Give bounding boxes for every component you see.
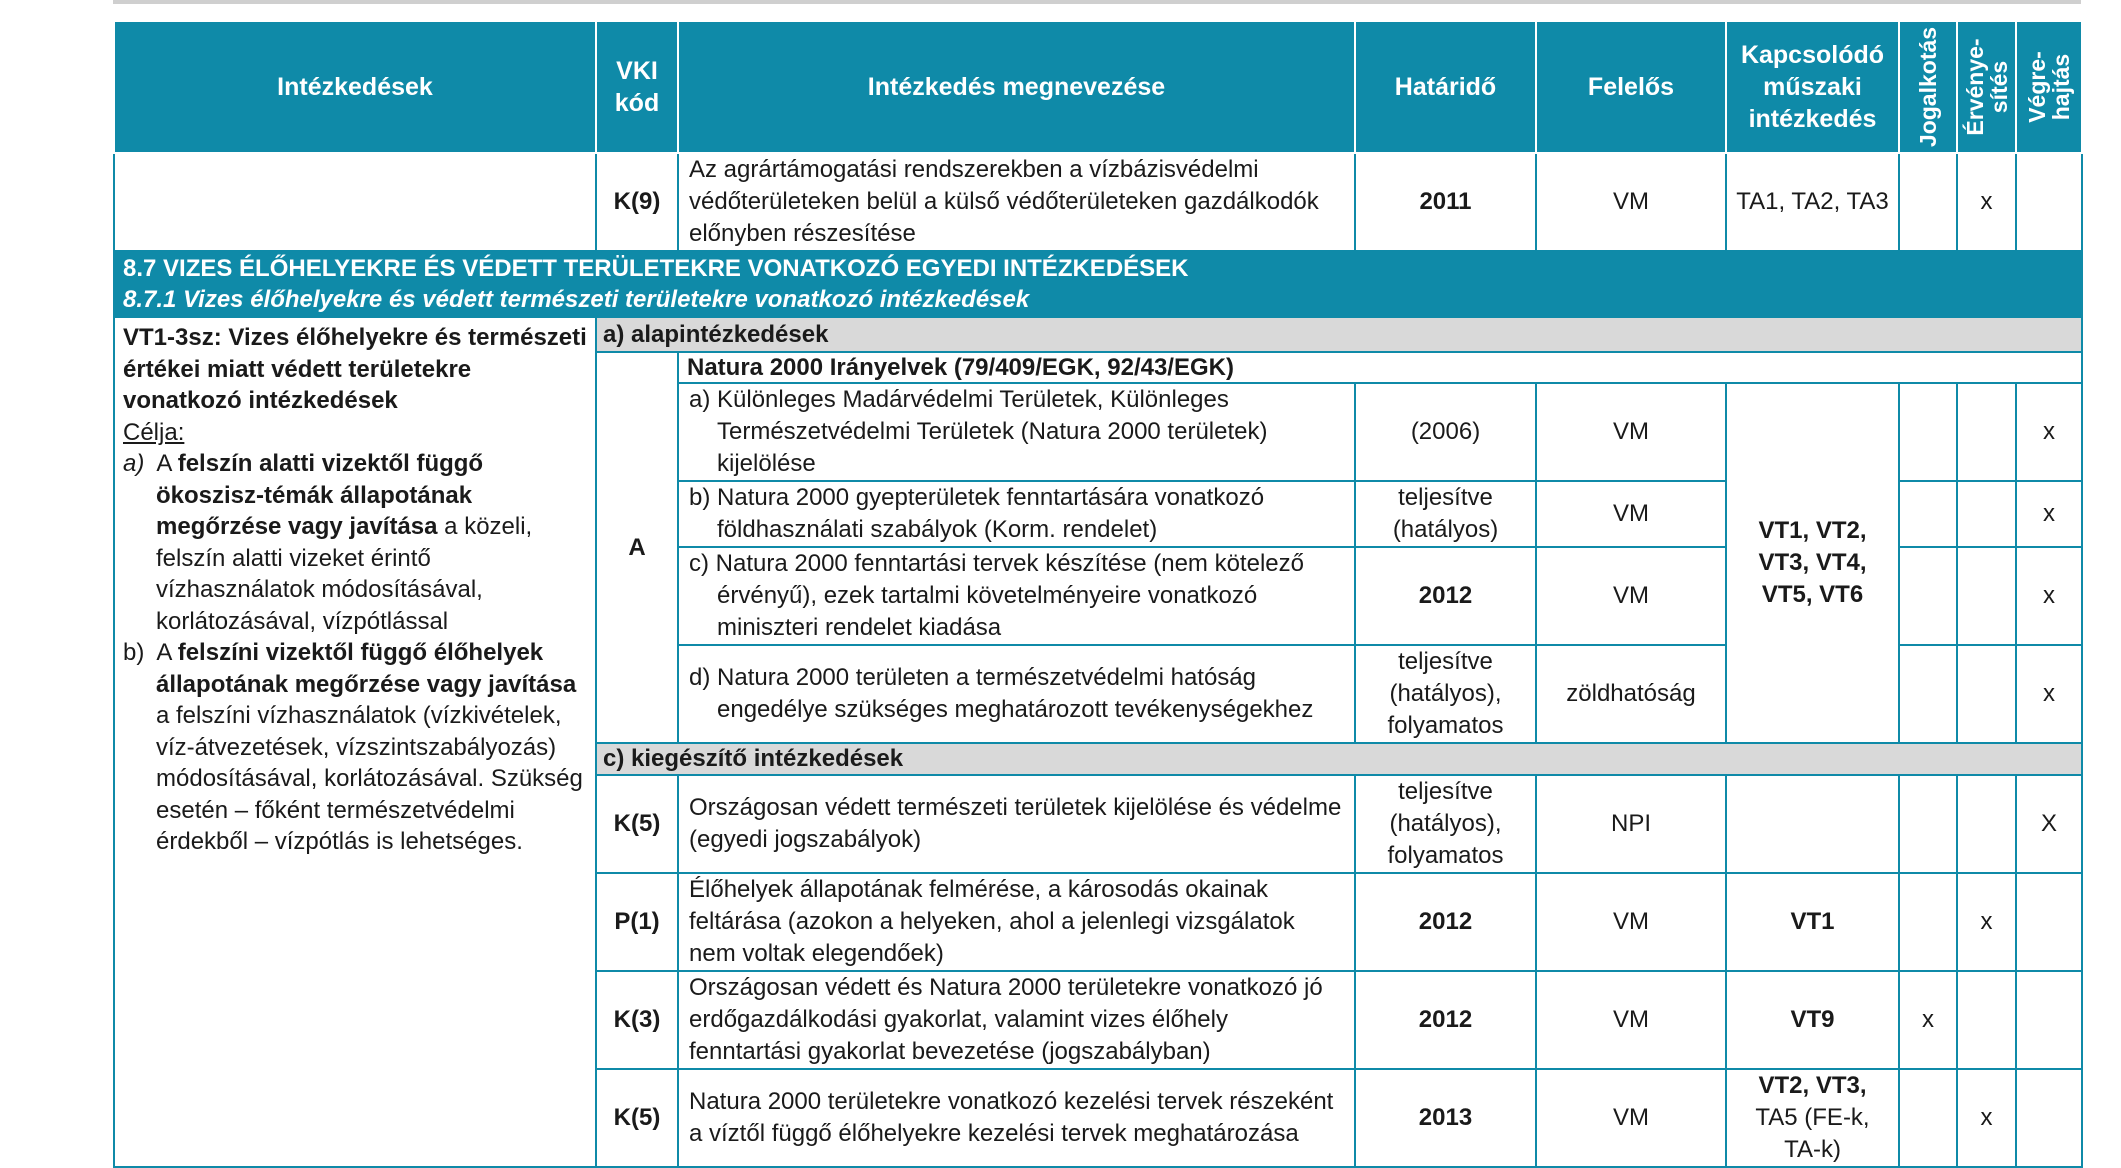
responsible: VM	[1536, 383, 1726, 481]
vki-code: K(5)	[596, 1069, 678, 1167]
vki-code: K(3)	[596, 971, 678, 1069]
enforcement-mark	[1957, 547, 2016, 645]
measure-summary	[114, 317, 596, 1167]
deadline: 2011	[1355, 153, 1536, 251]
empty-measure-cell	[114, 153, 596, 251]
header-responsible: Felelős	[1536, 21, 1726, 153]
execution-mark: x	[2016, 547, 2082, 645]
responsible: VM	[1536, 971, 1726, 1069]
deadline: teljesítve (hatályos), folyamatos	[1355, 775, 1536, 873]
measures-table	[113, 20, 2083, 1168]
section-header	[114, 251, 2082, 317]
related-technical: TA1, TA2, TA3	[1726, 153, 1899, 251]
execution-mark: X	[2016, 775, 2082, 873]
legislation-mark	[1899, 481, 1957, 547]
measure-name: Országosan védett és Natura 2000 területekre vonatkozó jó erdőgazdálkodási gyakorlat, valamint vizes élőhely fenntartási gyakorlat bevezetése (jogszabályban)	[678, 971, 1355, 1069]
legislation-mark	[1899, 547, 1957, 645]
enforcement-mark	[1957, 481, 2016, 547]
measure-name: Országosan védett természeti területek kijelölése és védelme (egyedi jogszabályok)	[678, 775, 1355, 873]
goal-label: Célja:	[123, 418, 185, 446]
group-a-label: a) alapintézkedések	[596, 317, 2082, 352]
deadline: 2012	[1355, 971, 1536, 1069]
execution-mark	[2016, 153, 2082, 251]
header-execution	[2016, 21, 2082, 153]
measure-name: Az agrártámogatási rendszerekben a vízbázisvédelmi védőterületeken belül a külső védőterületeken gazdálkodók előnyben részesítése	[678, 153, 1355, 251]
header-legislation-text: Jogalkotás	[1915, 26, 1941, 148]
related-technical: VT1	[1726, 873, 1899, 971]
header-enforcement	[1957, 21, 2016, 153]
execution-mark	[2016, 873, 2082, 971]
execution-mark	[2016, 1069, 2082, 1167]
execution-mark: x	[2016, 383, 2082, 481]
vki-code: K(5)	[596, 775, 678, 873]
enforcement-mark	[1957, 971, 2016, 1069]
legislation-mark	[1899, 153, 1957, 251]
execution-mark: x	[2016, 481, 2082, 547]
measures-table-document	[113, 20, 2081, 1163]
table-row	[114, 153, 2082, 251]
vki-code: K(9)	[596, 153, 678, 251]
responsible: VM	[1536, 547, 1726, 645]
vki-code: P(1)	[596, 873, 678, 971]
header-vki-code: VKI kód	[596, 21, 678, 153]
measure-name: b) Natura 2000 gyepterületek fenntartására vonatkozó földhasználati szabályok (Korm. rendelet)	[678, 481, 1355, 547]
deadline: (2006)	[1355, 383, 1536, 481]
enforcement-mark: x	[1957, 1069, 2016, 1167]
enforcement-mark	[1957, 645, 2016, 743]
measure-name: Élőhelyek állapotának felmérése, a károsodás okainak feltárása (azokon a helyeken, ahol a jelenlegi vizsgálatok nem voltak elegendőek)	[678, 873, 1355, 971]
deadline: 2012	[1355, 547, 1536, 645]
goal-a: a) A felszín alatti vizektől függő ökoszisz-témák állapotának megőrzése vagy javítása a közeli, felszín alatti vizeket érintő vízhasználatok módosításával, korlátozásával, vízpótlással	[123, 450, 533, 635]
legislation-mark	[1899, 383, 1957, 481]
enforcement-mark: x	[1957, 873, 2016, 971]
group-a-label-row	[114, 317, 2082, 352]
directive-title: Natura 2000 Irányelvek (79/409/EGK, 92/43/EGK)	[678, 352, 2082, 383]
enforcement-mark: x	[1957, 153, 2016, 251]
deadline: 2013	[1355, 1069, 1536, 1167]
deadline: 2012	[1355, 873, 1536, 971]
header-measures: Intézkedések	[114, 21, 596, 153]
legislation-mark: x	[1899, 971, 1957, 1069]
group-c-label: c) kiegészítő intézkedések	[596, 743, 2082, 775]
related-technical: VT2, VT3, TA5 (FE-k, TA-k)	[1726, 1069, 1899, 1167]
section-header-row	[114, 251, 2082, 317]
measure-name: Natura 2000 területekre vonatkozó kezelési tervek részeként a víztől függő élőhelyekre kezelési tervek meghatározása	[678, 1069, 1355, 1167]
responsible: VM	[1536, 1069, 1726, 1167]
deadline: teljesítve (hatályos)	[1355, 481, 1536, 547]
goal-b: b) A felszíni vizektől függő élőhelyek állapotának megőrzése vagy javítása a felszíni vízhasználatok (vízkivételek, víz-átvezetések, vízszintszabályozás) módosításával, korlátozásával. Szükség esetén – főként természetvédelmi érdekből – vízpótlás is lehetséges.	[123, 639, 583, 855]
summary-heading: VT1-3sz: Vizes élőhelyekre és természeti értékei miatt védett területekre vonatkozó intézkedések	[123, 324, 587, 414]
legislation-mark	[1899, 645, 1957, 743]
deadline: teljesítve (hatályos), folyamatos	[1355, 645, 1536, 743]
header-deadline: Határidő	[1355, 21, 1536, 153]
measure-name: c) Natura 2000 fenntartási tervek készítése (nem kötelező érvényű), ezek tartalmi követelményeire vonatkozó miniszteri rendelet kiadása	[678, 547, 1355, 645]
measure-name: a) Különleges Madárvédelmi Területek, Különleges Természetvédelmi Területek (Natura 2000 területek) kijelölése	[678, 383, 1355, 481]
group-a-code: A	[596, 352, 678, 743]
related-technical	[1726, 775, 1899, 873]
legislation-mark	[1899, 873, 1957, 971]
related-technical-shared: VT1, VT2, VT3, VT4, VT5, VT6	[1726, 383, 1899, 743]
responsible: VM	[1536, 873, 1726, 971]
header-row	[114, 21, 2082, 153]
execution-mark: x	[2016, 645, 2082, 743]
header-enforcement-text: Érvénye-sítés	[1961, 38, 2012, 136]
header-legislation	[1899, 21, 1957, 153]
measure-name: d) Natura 2000 területen a természetvédelmi hatóság engedélye szükséges meghatározott tevékenységekhez	[678, 645, 1355, 743]
responsible: zöldhatóság	[1536, 645, 1726, 743]
top-rule	[113, 0, 2081, 4]
legislation-mark	[1899, 775, 1957, 873]
enforcement-mark	[1957, 383, 2016, 481]
related-technical: VT9	[1726, 971, 1899, 1069]
section-subtitle: 8.7.1 Vizes élőhelyekre és védett természeti területekre vonatkozó intézkedések	[123, 286, 1030, 313]
responsible: VM	[1536, 153, 1726, 251]
legislation-mark	[1899, 1069, 1957, 1167]
execution-mark	[2016, 971, 2082, 1069]
responsible: NPI	[1536, 775, 1726, 873]
header-execution-text: Végre-hajtás	[2024, 51, 2074, 123]
header-measure-name: Intézkedés megnevezése	[678, 21, 1355, 153]
responsible: VM	[1536, 481, 1726, 547]
enforcement-mark	[1957, 775, 2016, 873]
section-title: 8.7 VIZES ÉLŐHELYEKRE ÉS VÉDETT TERÜLETEKRE VONATKOZÓ EGYEDI INTÉZKEDÉSEK	[123, 255, 1189, 282]
header-related-technical: Kapcsolódó műszaki intézkedés	[1726, 21, 1899, 153]
